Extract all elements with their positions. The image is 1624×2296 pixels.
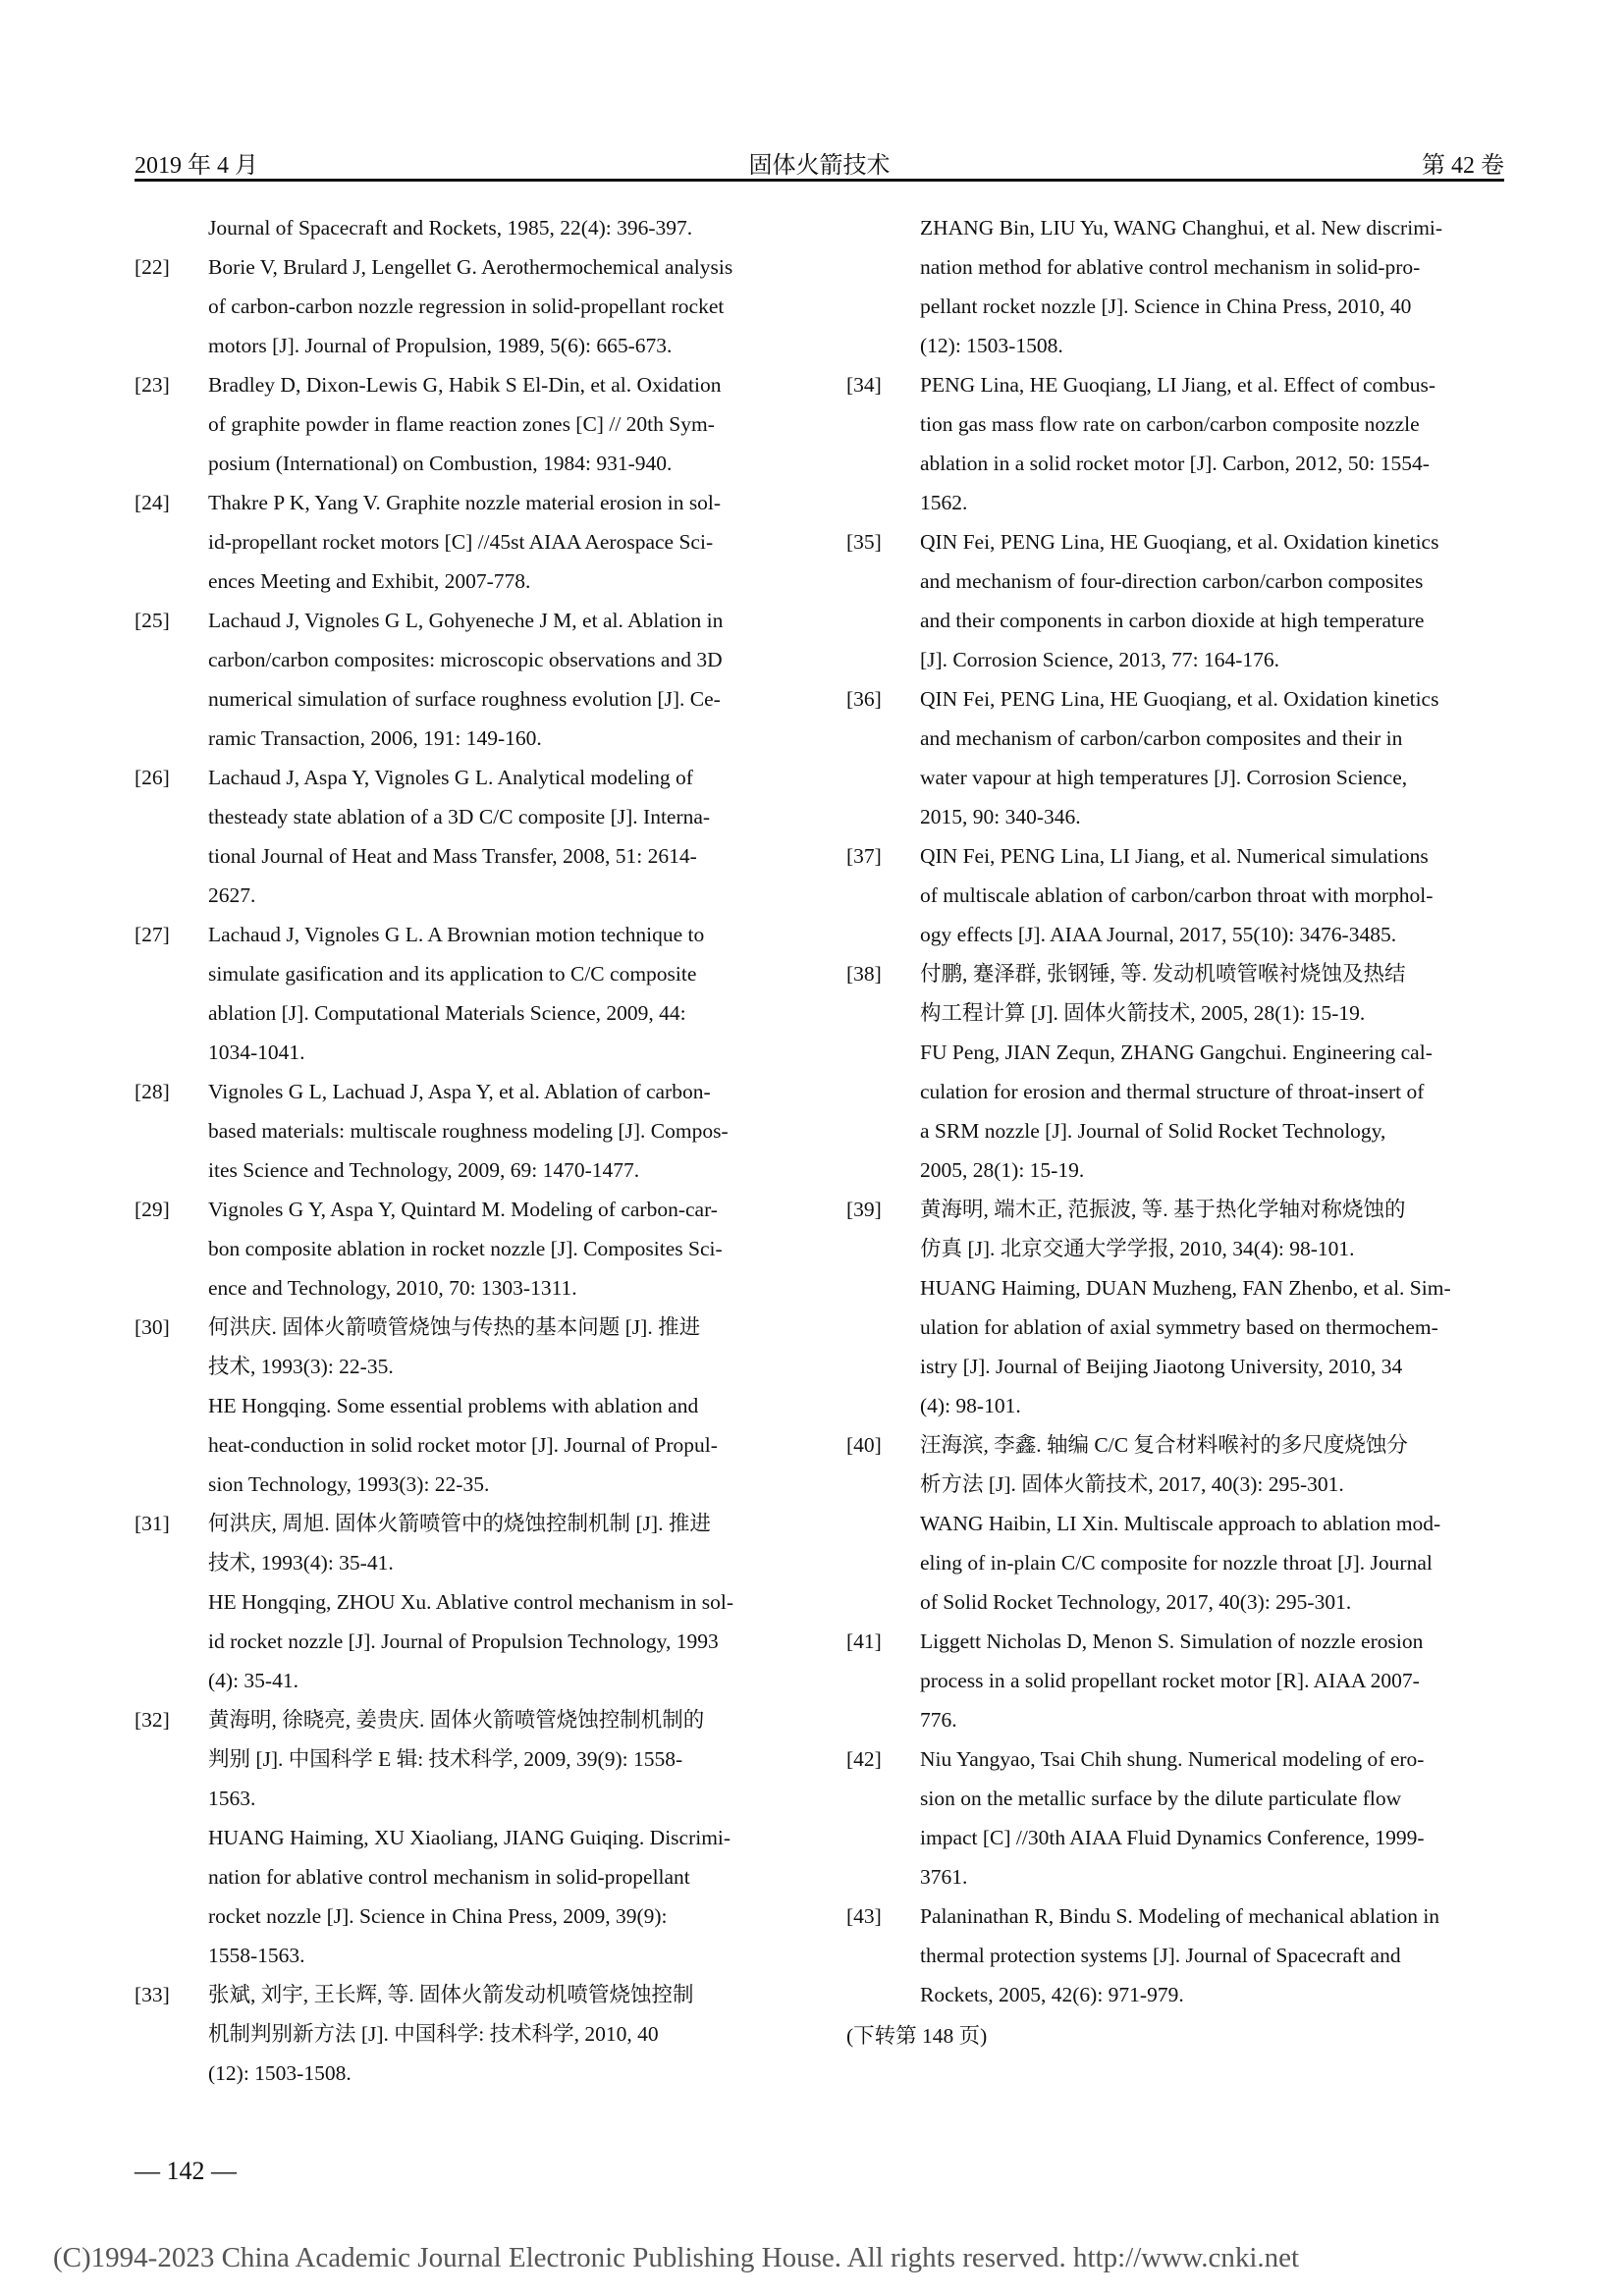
reference-line: motors [J]. Journal of Propulsion, 1989, 5(6): 665-673. bbox=[208, 334, 673, 357]
reference-line: thermal protection systems [J]. Journal of Spacecraft and bbox=[920, 1944, 1401, 1967]
reference-line: 1562. bbox=[920, 491, 968, 514]
reference-number: [34] bbox=[846, 373, 882, 397]
reference-line: (4): 98-101. bbox=[920, 1394, 1021, 1417]
reference-line: HE Hongqing. Some essential problems with ablation and bbox=[208, 1394, 699, 1417]
reference-line: Bradley D, Dixon-Lewis G, Habik S El-Din, et al. Oxidation bbox=[208, 373, 722, 397]
continued-on-note: (下转第 148 页) bbox=[846, 2024, 988, 2048]
reference-line: nation for ablative control mechanism in solid-propellant bbox=[208, 1865, 690, 1889]
reference-line: Thakre P K, Yang V. Graphite nozzle material erosion in sol- bbox=[208, 491, 722, 514]
reference-line: sion Technology, 1993(3): 22-35. bbox=[208, 1472, 490, 1496]
reference-line: Lachaud J, Vignoles G L, Gohyeneche J M, et al. Ablation in bbox=[208, 609, 724, 632]
reference-line: 析方法 [J]. 固体火箭技术, 2017, 40(3): 295-301. bbox=[920, 1472, 1344, 1496]
reference-line: ulation for ablation of axial symmetry based on thermochem- bbox=[920, 1315, 1438, 1339]
reference-number: [29] bbox=[135, 1198, 170, 1221]
reference-entry bbox=[135, 247, 792, 365]
reference-line: FU Peng, JIAN Zequn, ZHANG Gangchui. Engineering cal- bbox=[920, 1041, 1433, 1064]
reference-line: of carbon-carbon nozzle regression in solid-propellant rocket bbox=[208, 294, 725, 318]
reference-line: 张斌, 刘宇, 王长辉, 等. 固体火箭发动机喷管烧蚀控制 bbox=[208, 1983, 694, 2006]
reference-line: 仿真 [J]. 北京交通大学学报, 2010, 34(4): 98-101. bbox=[920, 1237, 1355, 1260]
reference-line: Lachaud J, Aspa Y, Vignoles G L. Analytical modeling of bbox=[208, 766, 693, 789]
reference-line: of graphite powder in flame reaction zones [C] // 20th Sym- bbox=[208, 412, 715, 436]
reference-line: 1034-1041. bbox=[208, 1041, 305, 1064]
reference-number: [32] bbox=[135, 1708, 170, 1732]
reference-line: id rocket nozzle [J]. Journal of Propulsion Technology, 1993 bbox=[208, 1629, 719, 1653]
reference-entry bbox=[846, 1896, 1504, 2014]
reference-entry bbox=[135, 1190, 792, 1308]
reference-line: 776. bbox=[920, 1708, 957, 1732]
reference-line: ogy effects [J]. AIAA Journal, 2017, 55(10): 3476-3485. bbox=[920, 923, 1397, 946]
reference-line: HUANG Haiming, DUAN Muzheng, FAN Zhenbo, et al. Sim- bbox=[920, 1276, 1451, 1300]
reference-number: [36] bbox=[846, 687, 882, 711]
reference-number: [22] bbox=[135, 255, 170, 279]
reference-entry bbox=[135, 1072, 792, 1190]
reference-number: [42] bbox=[846, 1747, 882, 1771]
reference-line: 汪海滨, 李鑫. 轴编 C/C 复合材料喉衬的多尺度烧蚀分 bbox=[920, 1433, 1408, 1457]
reference-line: numerical simulation of surface roughness evolution [J]. Ce- bbox=[208, 687, 721, 711]
page-number: — 142 — bbox=[135, 2157, 237, 2185]
reference-entry bbox=[846, 954, 1504, 1190]
reference-line: ablation in a solid rocket motor [J]. Carbon, 2012, 50: 1554- bbox=[920, 452, 1430, 475]
reference-line: 2015, 90: 340-346. bbox=[920, 805, 1081, 828]
reference-line: HUANG Haiming, XU Xiaoliang, JIANG Guiqing. Discrimi- bbox=[208, 1826, 731, 1849]
reference-line: of Solid Rocket Technology, 2017, 40(3): 295-301. bbox=[920, 1590, 1352, 1614]
reference-number: [25] bbox=[135, 609, 170, 632]
reference-line: water vapour at high temperatures [J]. Corrosion Science, bbox=[920, 766, 1408, 789]
reference-line: PENG Lina, HE Guoqiang, LI Jiang, et al. Effect of combus- bbox=[920, 373, 1436, 397]
reference-line: and their components in carbon dioxide at high temperature bbox=[920, 609, 1425, 632]
reference-line: and mechanism of four-direction carbon/carbon composites bbox=[920, 569, 1424, 593]
reference-number: [31] bbox=[135, 1512, 170, 1535]
reference-number: [43] bbox=[846, 1904, 882, 1928]
reference-entry bbox=[135, 1308, 792, 1504]
reference-number: [35] bbox=[846, 530, 882, 554]
copyright-notice: (C)1994-2023 China Academic Journal Electronic Publishing House. All rights reserved. http://www.cnki.net bbox=[53, 2242, 1300, 2273]
reference-line: sion on the metallic surface by the dilute particulate flow bbox=[920, 1787, 1402, 1810]
reference-line: ZHANG Bin, LIU Yu, WANG Changhui, et al. New discrimi- bbox=[920, 216, 1443, 240]
left-reference-column bbox=[135, 208, 792, 2093]
reference-entry bbox=[135, 758, 792, 915]
reference-line: impact [C] //30th AIAA Fluid Dynamics Conference, 1999- bbox=[920, 1826, 1425, 1849]
header-journal-title: 固体火箭技术 bbox=[748, 153, 891, 179]
reference-entry bbox=[846, 522, 1504, 679]
reference-entry bbox=[846, 1190, 1504, 1425]
reference-line: nation method for ablative control mechanism in solid-pro- bbox=[920, 255, 1421, 279]
reference-line: [J]. Corrosion Science, 2013, 77: 164-176. bbox=[920, 648, 1280, 671]
reference-line: id-propellant rocket motors [C] //45st AIAA Aerospace Sci- bbox=[208, 530, 714, 554]
reference-line: 1558-1563. bbox=[208, 1944, 305, 1967]
reference-line: tion gas mass flow rate on carbon/carbon composite nozzle bbox=[920, 412, 1420, 436]
reference-line: 1563. bbox=[208, 1787, 256, 1810]
reference-line: ramic Transaction, 2006, 191: 149-160. bbox=[208, 726, 542, 750]
reference-entry bbox=[135, 483, 792, 601]
reference-line: simulate gasification and its application to C/C composite bbox=[208, 962, 697, 986]
reference-number: [26] bbox=[135, 766, 170, 789]
reference-line: and mechanism of carbon/carbon composites and their in bbox=[920, 726, 1403, 750]
reference-line: Vignoles G L, Lachuad J, Aspa Y, et al. Ablation of carbon- bbox=[208, 1080, 711, 1103]
reference-line: Journal of Spacecraft and Rockets, 1985, 22(4): 396-397. bbox=[208, 216, 693, 240]
reference-entry bbox=[135, 1700, 792, 1975]
reference-line: 2627. bbox=[208, 883, 256, 907]
reference-line: (4): 35-41. bbox=[208, 1669, 298, 1692]
reference-line: pellant rocket nozzle [J]. Science in China Press, 2010, 40 bbox=[920, 294, 1412, 318]
reference-line: Liggett Nicholas D, Menon S. Simulation of nozzle erosion bbox=[920, 1629, 1424, 1653]
reference-line: 黄海明, 徐晓亮, 姜贵庆. 固体火箭喷管烧蚀控制机制的 bbox=[208, 1708, 705, 1732]
reference-entry bbox=[846, 1622, 1504, 1739]
reference-line: QIN Fei, PENG Lina, HE Guoqiang, et al. Oxidation kinetics bbox=[920, 687, 1439, 711]
reference-number: [27] bbox=[135, 923, 170, 946]
reference-continuation bbox=[846, 208, 1504, 365]
reference-line: ences Meeting and Exhibit, 2007-778. bbox=[208, 569, 531, 593]
reference-line: culation for erosion and thermal structure of throat-insert of bbox=[920, 1080, 1425, 1103]
reference-line: 构工程计算 [J]. 固体火箭技术, 2005, 28(1): 15-19. bbox=[920, 1001, 1366, 1025]
reference-line: Borie V, Brulard J, Lengellet G. Aerothermochemical analysis bbox=[208, 255, 733, 279]
reference-line: ites Science and Technology, 2009, 69: 1470-1477. bbox=[208, 1158, 640, 1182]
reference-line: 2005, 28(1): 15-19. bbox=[920, 1158, 1085, 1182]
reference-number: [33] bbox=[135, 1983, 170, 2006]
reference-number: [39] bbox=[846, 1198, 882, 1221]
reference-line: 何洪庆, 周旭. 固体火箭喷管中的烧蚀控制机制 [J]. 推进 bbox=[208, 1512, 711, 1535]
reference-line: QIN Fei, PENG Lina, LI Jiang, et al. Numerical simulations bbox=[920, 844, 1429, 868]
running-header bbox=[135, 139, 1504, 182]
reference-line: tional Journal of Heat and Mass Transfer, 2008, 51: 2614- bbox=[208, 844, 697, 868]
reference-line: istry [J]. Journal of Beijing Jiaotong University, 2010, 34 bbox=[920, 1355, 1403, 1378]
reference-line: eling of in-plain C/C composite for nozzle throat [J]. Journal bbox=[920, 1551, 1433, 1575]
reference-line: 技术, 1993(4): 35-41. bbox=[208, 1551, 394, 1575]
reference-line: a SRM nozzle [J]. Journal of Solid Rocket Technology, bbox=[920, 1119, 1386, 1143]
reference-line: 3761. bbox=[920, 1865, 968, 1889]
reference-line: based materials: multiscale roughness modeling [J]. Compos- bbox=[208, 1119, 729, 1143]
reference-line: 何洪庆. 固体火箭喷管烧蚀与传热的基本问题 [J]. 推进 bbox=[208, 1315, 701, 1339]
reference-line: 黄海明, 端木正, 范振波, 等. 基于热化学轴对称烧蚀的 bbox=[920, 1198, 1406, 1221]
reference-line: ablation [J]. Computational Materials Science, 2009, 44: bbox=[208, 1001, 686, 1025]
header-date: 2019 年 4 月 bbox=[135, 153, 258, 179]
reference-line: Lachaud J, Vignoles G L. A Brownian motion technique to bbox=[208, 923, 705, 946]
reference-line: (12): 1503-1508. bbox=[920, 334, 1063, 357]
reference-line: 机制判别新方法 [J]. 中国科学: 技术科学, 2010, 40 bbox=[208, 2022, 659, 2046]
reference-line: ence and Technology, 2010, 70: 1303-1311. bbox=[208, 1276, 577, 1300]
reference-continuation bbox=[135, 208, 792, 247]
reference-number: [41] bbox=[846, 1629, 882, 1653]
reference-line: (12): 1503-1508. bbox=[208, 2061, 352, 2085]
reference-line: 判别 [J]. 中国科学 E 辑: 技术科学, 2009, 39(9): 1558- bbox=[208, 1747, 683, 1771]
reference-entry bbox=[135, 365, 792, 483]
reference-line: Palaninathan R, Bindu S. Modeling of mechanical ablation in bbox=[920, 1904, 1440, 1928]
reference-line: 技术, 1993(3): 22-35. bbox=[208, 1355, 394, 1378]
reference-line: carbon/carbon composites: microscopic observations and 3D bbox=[208, 648, 723, 671]
reference-entry bbox=[135, 915, 792, 1072]
reference-line: HE Hongqing, ZHOU Xu. Ablative control mechanism in sol- bbox=[208, 1590, 734, 1614]
right-reference-column bbox=[846, 208, 1504, 2056]
reference-entry bbox=[846, 679, 1504, 836]
reference-line: 付鹏, 蹇泽群, 张钢锤, 等. 发动机喷管喉衬烧蚀及热结 bbox=[920, 962, 1406, 986]
reference-number: [24] bbox=[135, 491, 170, 514]
reference-line: bon composite ablation in rocket nozzle [J]. Composites Sci- bbox=[208, 1237, 723, 1260]
reference-entry bbox=[846, 1425, 1504, 1622]
reference-line: heat-conduction in solid rocket motor [J]. Journal of Propul- bbox=[208, 1433, 718, 1457]
reference-number: [23] bbox=[135, 373, 170, 397]
reference-entry bbox=[846, 836, 1504, 954]
reference-line: rocket nozzle [J]. Science in China Press, 2009, 39(9): bbox=[208, 1904, 668, 1928]
reference-entry bbox=[135, 601, 792, 758]
reference-entry bbox=[135, 1504, 792, 1700]
reference-line: Vignoles G Y, Aspa Y, Quintard M. Modeling of carbon-car- bbox=[208, 1198, 718, 1221]
reference-line: thesteady state ablation of a 3D C/C composite [J]. Interna- bbox=[208, 805, 711, 828]
reference-line: Niu Yangyao, Tsai Chih shung. Numerical modeling of ero- bbox=[920, 1747, 1425, 1771]
reference-number: [38] bbox=[846, 962, 882, 986]
reference-entry bbox=[846, 1739, 1504, 1896]
reference-line: process in a solid propellant rocket motor [R]. AIAA 2007- bbox=[920, 1669, 1420, 1692]
reference-number: [40] bbox=[846, 1433, 882, 1457]
reference-entry bbox=[846, 365, 1504, 522]
reference-number: [30] bbox=[135, 1315, 170, 1339]
reference-line: posium (International) on Combustion, 1984: 931-940. bbox=[208, 452, 673, 475]
reference-number: [28] bbox=[135, 1080, 170, 1103]
reference-entry bbox=[135, 1975, 792, 2093]
reference-line: WANG Haibin, LI Xin. Multiscale approach to ablation mod- bbox=[920, 1512, 1441, 1535]
reference-number: [37] bbox=[846, 844, 882, 868]
reference-line: QIN Fei, PENG Lina, HE Guoqiang, et al. Oxidation kinetics bbox=[920, 530, 1439, 554]
header-volume: 第 42 卷 bbox=[1422, 153, 1504, 179]
reference-line: Rockets, 2005, 42(6): 971-979. bbox=[920, 1983, 1184, 2006]
reference-line: of multiscale ablation of carbon/carbon throat with morphol- bbox=[920, 883, 1434, 907]
